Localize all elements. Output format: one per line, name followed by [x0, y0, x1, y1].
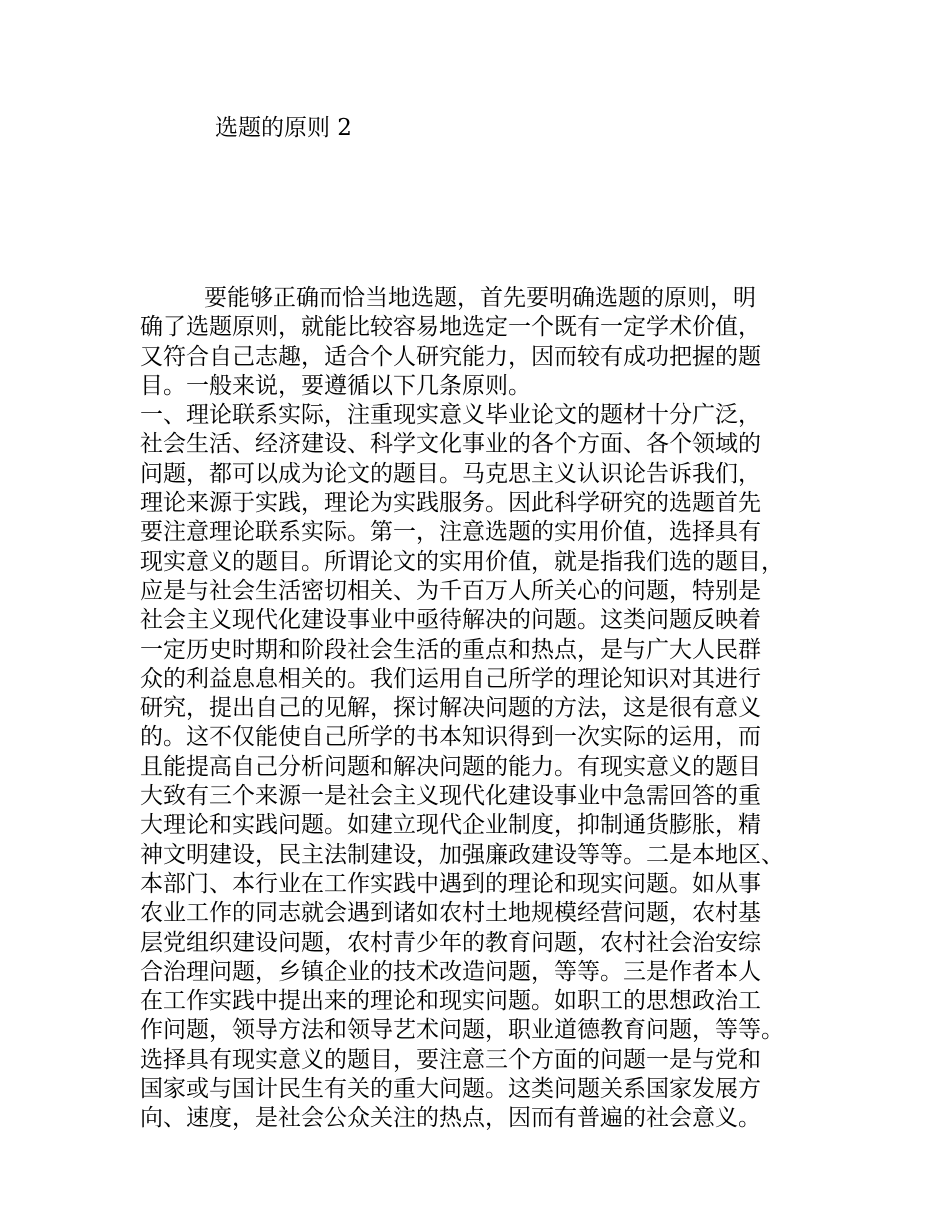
body-line: 一定历史时期和阶段社会生活的重点和热点，是与广大人民群	[140, 636, 761, 663]
body-line: 大致有三个来源一是社会主义现代化建设事业中急需回答的重	[140, 783, 761, 810]
body-line: 层党组织建设问题，农村青少年的教育问题，农村社会治安综	[140, 929, 761, 956]
body-line: 的。这不仅能使自己所学的书本知识得到一次实际的运用，而	[140, 724, 761, 751]
body-line: 一、理论联系实际，注重现实意义毕业论文的题材十分广泛，	[140, 402, 761, 429]
body-line: 大理论和实践问题。如建立现代企业制度，抑制通货膨胀，精	[140, 812, 761, 839]
body-line: 理论来源于实践，理论为实践服务。因此科学研究的选题首先	[140, 490, 761, 517]
document-title: 选题的原则 2	[215, 115, 352, 141]
body-line: 现实意义的题目。所谓论文的实用价值，就是指我们选的题目，	[140, 548, 784, 575]
body-line: 作问题，领导方法和领导艺术问题，职业道德教育问题，等等。	[140, 1017, 784, 1044]
body-line: 神文明建设，民主法制建设，加强廉政建设等等。二是本地区、	[140, 841, 784, 868]
body-line: 国家或与国计民生有关的重大问题。这类问题关系国家发展方	[140, 1076, 761, 1103]
body-line: 要能够正确而恰当地选题，首先要明确选题的原则，明	[204, 285, 756, 311]
body-line: 本部门、本行业在工作实践中遇到的理论和现实问题。如从事	[140, 870, 761, 897]
body-line: 众的利益息息相关的。我们运用自己所学的理论知识对其进行	[140, 665, 761, 692]
body-line: 社会主义现代化建设事业中亟待解决的问题。这类问题反映着	[140, 607, 761, 634]
body-line: 应是与社会生活密切相关、为千百万人所关心的问题，特别是	[140, 577, 761, 604]
body-line: 研究，提出自己的见解，探讨解决问题的方法，这是很有意义	[140, 695, 761, 722]
body-line: 社会生活、经济建设、科学文化事业的各个方面、各个领域的	[140, 431, 761, 458]
body-line: 要注意理论联系实际。第一，注意选题的实用价值，选择具有	[140, 519, 761, 546]
document-body	[140, 284, 840, 1134]
body-line: 目。一般来说，要遵循以下几条原则。	[140, 372, 531, 399]
body-line: 问题，都可以成为论文的题目。马克思主义认识论告诉我们，	[140, 460, 761, 487]
body-line: 在工作实践中提出来的理论和现实问题。如职工的思想政治工	[140, 988, 761, 1015]
body-line: 选择具有现实意义的题目，要注意三个方面的问题一是与党和	[140, 1046, 761, 1073]
body-line: 合治理问题，乡镇企业的技术改造问题，等等。三是作者本人	[140, 958, 761, 985]
body-line: 确了选题原则，就能比较容易地选定一个既有一定学术价值，	[140, 314, 761, 341]
body-line: 向、速度，是社会公众关注的热点，因而有普遍的社会意义。	[140, 1105, 761, 1132]
body-line: 又符合自己志趣，适合个人研究能力，因而较有成功把握的题	[140, 343, 761, 370]
body-line: 且能提高自己分析问题和解决问题的能力。有现实意义的题目	[140, 753, 761, 780]
body-line: 农业工作的同志就会遇到诸如农村土地规模经营问题，农村基	[140, 900, 761, 927]
